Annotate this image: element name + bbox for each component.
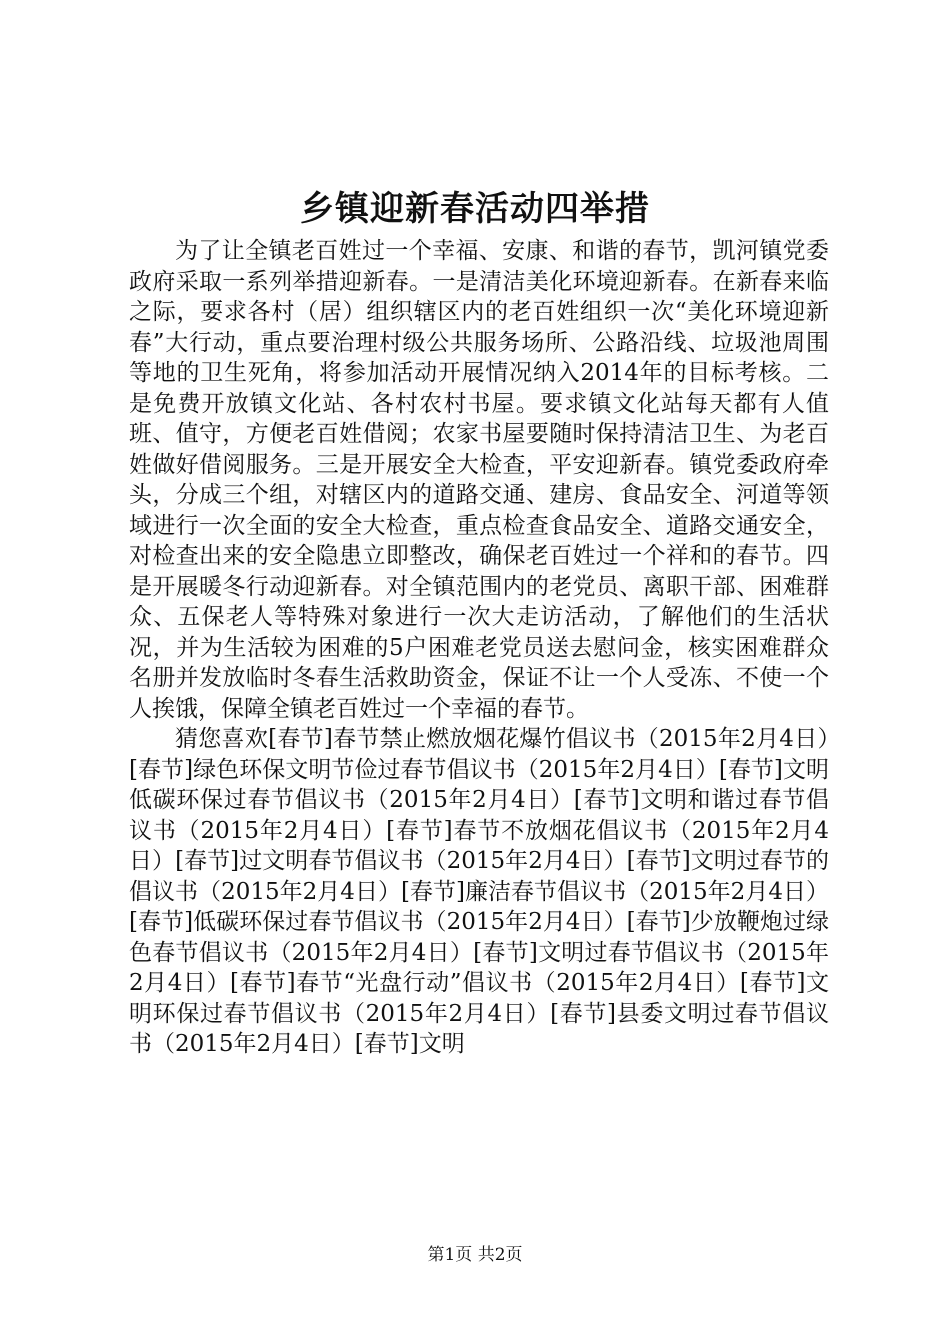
body-paragraph-related: 猜您喜欢[春节]春节禁止燃放烟花爆竹倡议书（2015年2月4日）[春节]绿色环保文明节俭过春节倡议书（2015年2月4日）[春节]文明低碳环保过春节倡议书（2015年2月4日）[春节]文明和谐过春节倡议书（2015年2月4日）[春节]春节不放烟花倡议书（2015年2月4日）[春节]过文明春节倡议书（2015年2月4日）[春节]文明过春节的倡议书（2015年2月4日）[春节]廉洁春节倡议书（2015年2月4日）[春节]低碳环保过春节倡议书（2015年2月4日）[春节]少放鞭炮过绿色春节倡议书（2015年2月4日）[春节]文明过春节倡议书（2015年2月4日）[春节]春节“光盘行动”倡议书（2015年2月4日）[春节]文明环保过春节倡议书（2015年2月4日）[春节]县委文明过春节倡议书（2015年2月4日）[春节]文明	[129, 726, 829, 1057]
body-paragraph-main: 为了让全镇老百姓过一个幸福、安康、和谐的春节，凯河镇党委政府采取一系列举措迎新春。一是清洁美化环境迎新春。在新春来临之际，要求各村（居）组织辖区内的老百姓组织一次“美化环境迎新春”大行动，重点要治理村级公共服务场所、公路沿线、垃圾池周围等地的卫生死角，将参加活动开展情况纳入2014年的目标考核。二是免费开放镇文化站、各村农村书屋。要求镇文化站每天都有人值班、值守，方便老百姓借阅；农家书屋要随时保持清洁卫生、为老百姓做好借阅服务。三是开展安全大检查，平安迎新春。镇党委政府牵头，分成三个组，对辖区内的道路交通、建房、食品安全、河道等领域进行一次全面的安全大检查，重点检查食品安全、道路交通安全，对检查出来的安全隐患立即整改，确保老百姓过一个祥和的春节。四是开展暖冬行动迎新春。对全镇范围内的老党员、离职干部、困难群众、五保老人等特殊对象进行一次大走访活动，了解他们的生活状况，并为生活较为困难的5户困难老党员送去慰问金，核实困难群众名册并发放临时冬春生活救助资金，保证不让一个人受冻、不使一个人挨饿，保障全镇老百姓过一个幸福的春节。	[129, 238, 829, 722]
document-body	[129, 236, 829, 1060]
page-footer: 第1页 共2页	[427, 1245, 523, 1265]
document-title: 乡镇迎新春活动四举措	[300, 189, 650, 229]
